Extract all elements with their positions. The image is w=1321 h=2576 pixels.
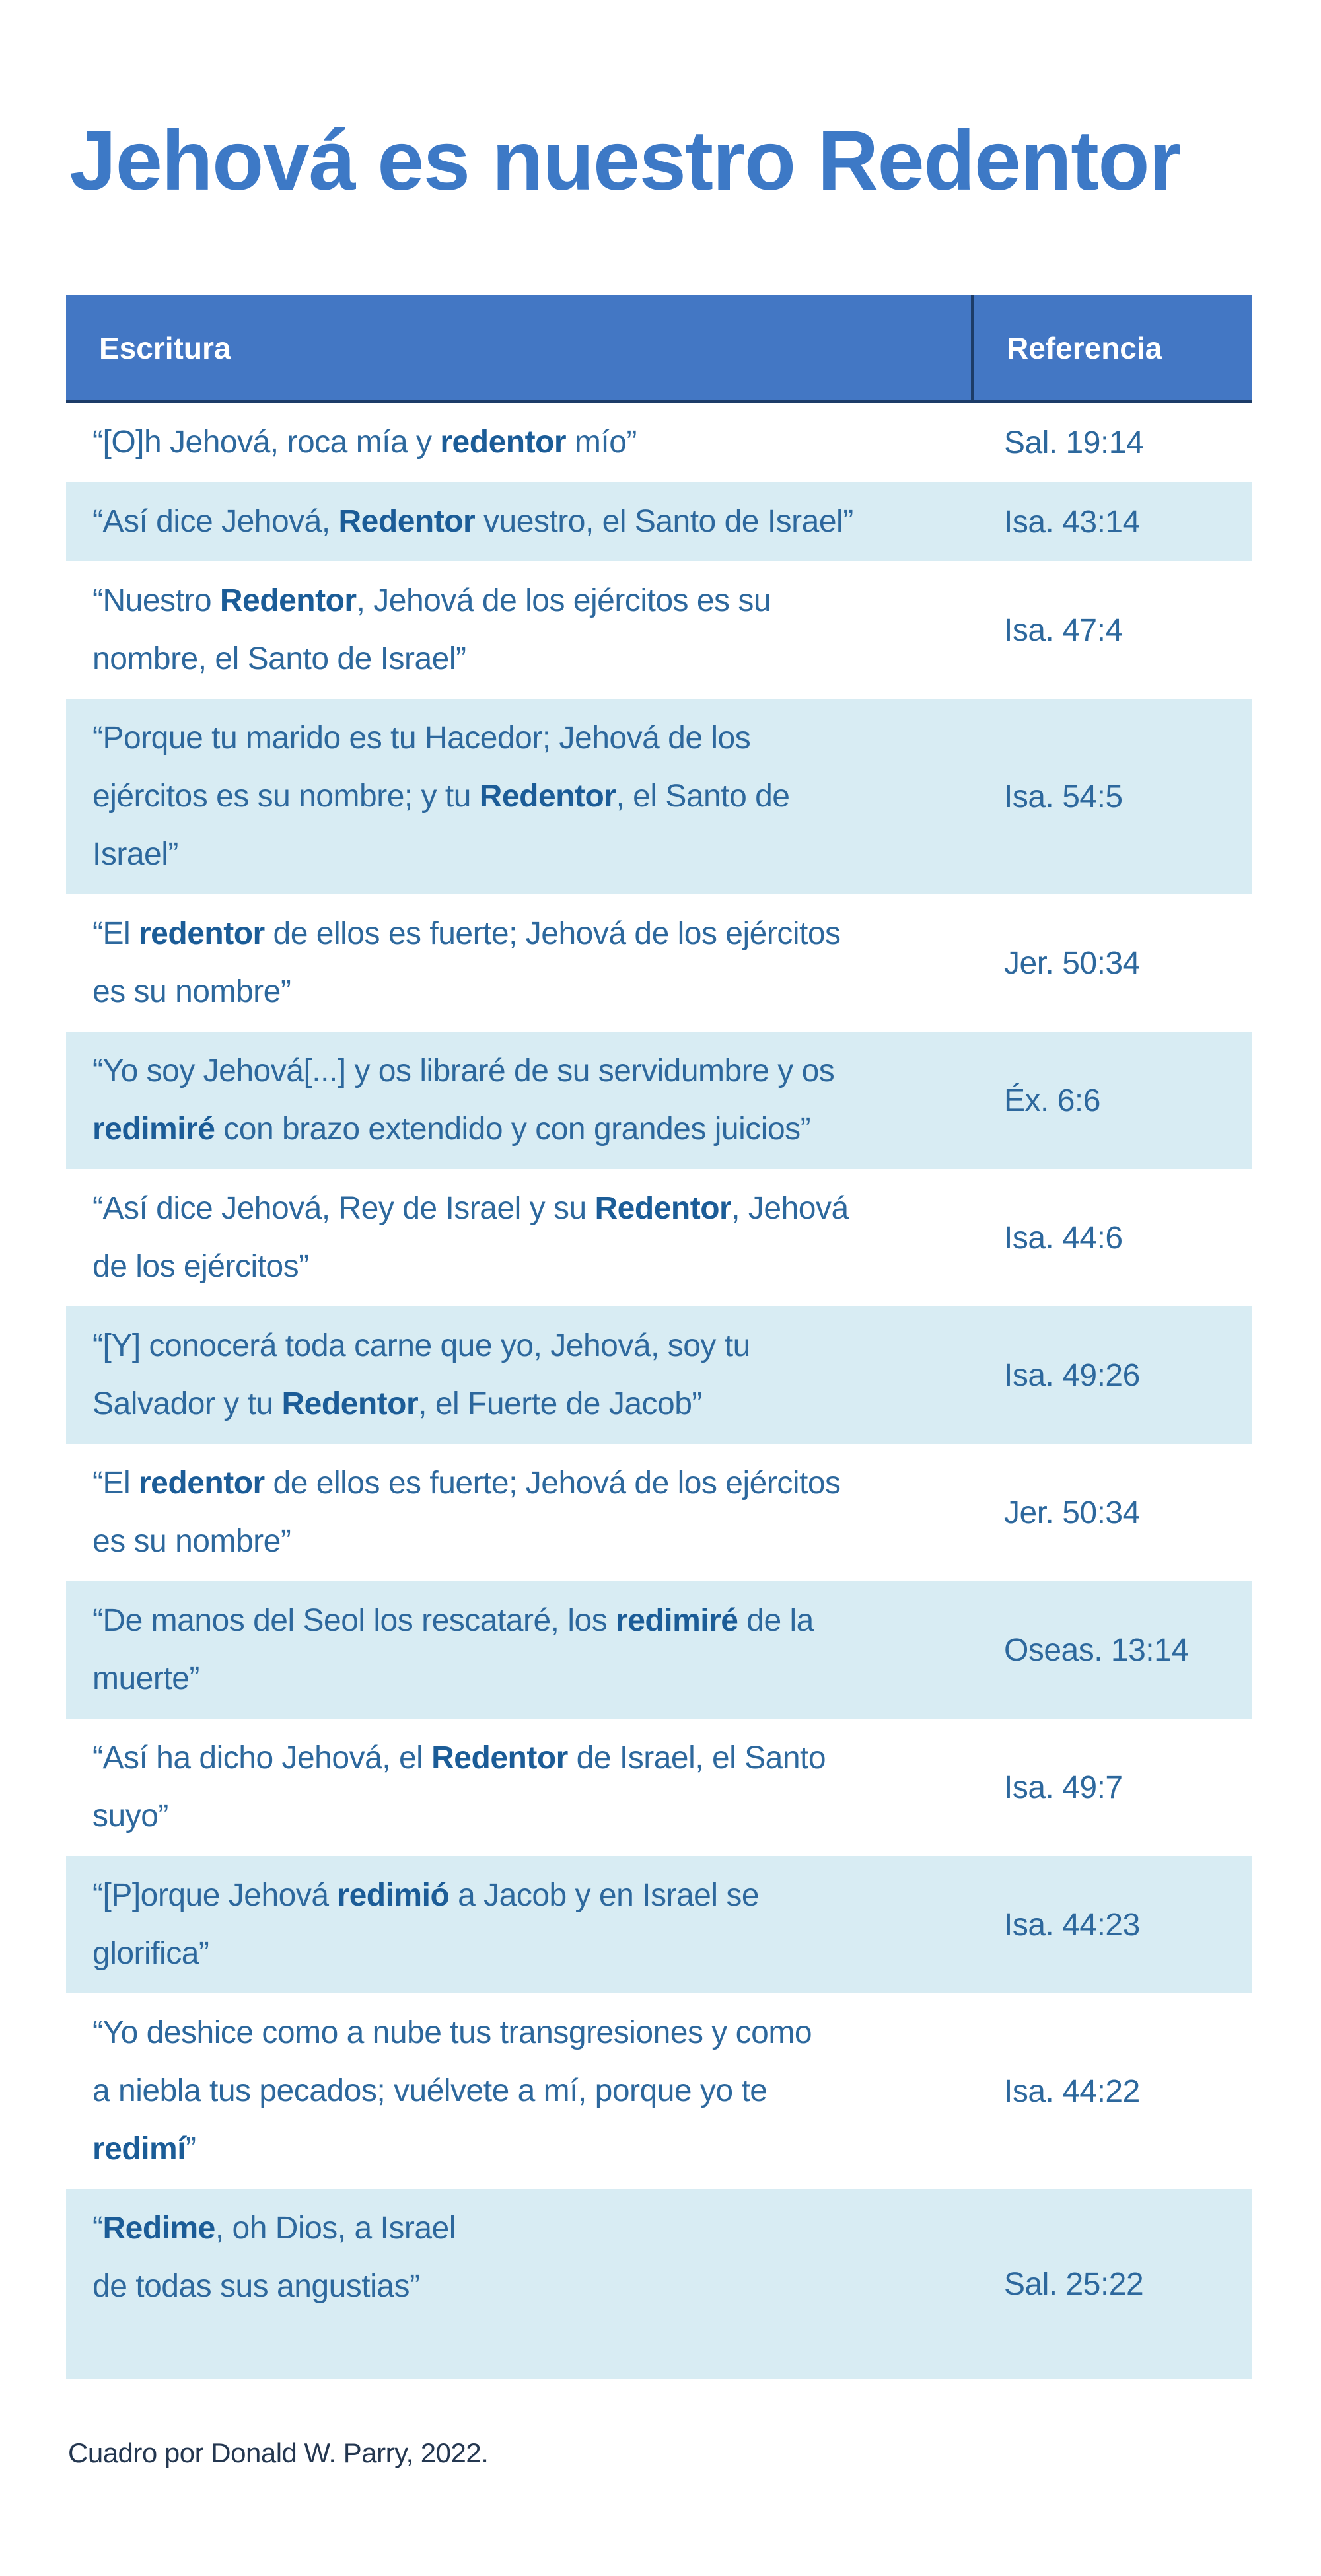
table-row — [66, 482, 1252, 561]
quote-text: vuestro, el Santo de Israel” — [475, 504, 853, 539]
quote-text: de la — [738, 1603, 814, 1638]
quote-bold-word: redentor — [139, 1466, 265, 1501]
scripture-quote — [66, 1032, 971, 1169]
scripture-quote — [66, 1444, 971, 1581]
scripture-quote — [66, 894, 971, 1032]
scripture-reference — [971, 1856, 1252, 1993]
scripture-reference — [971, 1306, 1252, 1444]
table-row — [66, 1169, 1252, 1306]
scripture-reference — [971, 699, 1252, 894]
quote-text: mío” — [566, 425, 637, 460]
quote-bold-word: Redentor — [431, 1740, 568, 1775]
quote-text: “Yo soy Jehová[...] y os libraré de su servidumbre y os — [92, 1054, 835, 1089]
quote-text: a Jacob y en Israel se — [449, 1878, 760, 1913]
table-row — [66, 1581, 1252, 1719]
scripture-reference — [971, 2189, 1252, 2379]
reference-label: Isa. 47:4 — [1004, 612, 1123, 648]
quote-text: es su nombre” — [92, 974, 291, 1009]
quote-text: “Yo deshice como a nube tus transgresiones y como — [92, 2015, 812, 2050]
scripture-reference — [971, 482, 1252, 561]
quote-text: “Así dice Jehová, Rey de Israel y su — [92, 1191, 595, 1226]
table-row — [66, 894, 1252, 1032]
quote-text: “Así ha dicho Jehová, el — [92, 1740, 432, 1775]
reference-label: Isa. 44:23 — [1004, 1907, 1140, 1943]
quote-text: , el Fuerte de Jacob” — [418, 1386, 702, 1421]
quote-text: , Jehová de los ejércitos es su — [356, 583, 771, 618]
quote-text: nombre, el Santo de Israel” — [92, 641, 466, 676]
scripture-reference — [971, 1581, 1252, 1719]
quote-bold-word: redimí — [92, 2131, 186, 2166]
scripture-quote — [66, 482, 971, 561]
scripture-quote — [66, 1719, 971, 1856]
quote-text: “ — [92, 2211, 103, 2246]
scripture-reference — [971, 1444, 1252, 1581]
quote-text: “Nuestro — [92, 583, 220, 618]
scripture-reference — [971, 1719, 1252, 1856]
header-cell-escritura: Escritura — [99, 330, 231, 365]
quote-text: ejércitos es su nombre; y tu — [92, 779, 480, 814]
table-row — [66, 1444, 1252, 1581]
table-row — [66, 403, 1252, 482]
quote-bold-word: redimiré — [92, 1112, 215, 1147]
quote-text: con brazo extendido y con grandes juicios” — [215, 1112, 811, 1147]
scripture-reference — [971, 1169, 1252, 1306]
quote-text: muerte” — [92, 1661, 199, 1696]
scripture-quote — [66, 1993, 971, 2189]
reference-label: Éx. 6:6 — [1004, 1083, 1100, 1118]
quote-text: suyo” — [92, 1799, 168, 1834]
quote-text: “El — [92, 916, 139, 951]
footer-credit: Cuadro por Donald W. Parry, 2022. — [68, 2437, 489, 2468]
quote-text: ” — [186, 2131, 196, 2166]
quote-text: a niebla tus pecados; vuélvete a mí, porque yo te — [92, 2073, 768, 2108]
reference-label: Sal. 25:22 — [1004, 2266, 1144, 2302]
quote-bold-word: Redentor — [219, 583, 357, 618]
scripture-quote — [66, 403, 971, 482]
quote-bold-word: redimiré — [616, 1603, 738, 1638]
table-header — [66, 295, 1252, 403]
reference-label: Sal. 19:14 — [1004, 425, 1144, 460]
quote-text: “El — [92, 1466, 139, 1501]
reference-label: Jer. 50:34 — [1004, 945, 1140, 981]
table-body — [66, 403, 1252, 2379]
table-row — [66, 2189, 1252, 2379]
scripture-quote — [66, 1581, 971, 1719]
quote-text: “Así dice Jehová, — [92, 504, 339, 539]
quote-text: “De manos del Seol los rescataré, los — [92, 1603, 616, 1638]
quote-text: de ellos es fuerte; Jehová de los ejércitos — [264, 1466, 841, 1501]
scripture-reference — [971, 403, 1252, 482]
scripture-quote — [66, 2189, 971, 2379]
reference-label: Jer. 50:34 — [1004, 1495, 1140, 1530]
quote-bold-word: redimió — [337, 1878, 450, 1913]
table-row — [66, 1032, 1252, 1169]
quote-bold-word: Redime — [102, 2211, 215, 2246]
table-row — [66, 1306, 1252, 1444]
header-cell-referencia: Referencia — [971, 295, 1252, 400]
table-row — [66, 1856, 1252, 1993]
quote-text: , Jehová — [731, 1191, 849, 1226]
quote-bold-word: Redentor — [479, 779, 616, 814]
quote-text: “[Y] conocerá toda carne que yo, Jehová, soy tu — [92, 1328, 750, 1363]
quote-bold-word: Redentor — [281, 1386, 419, 1421]
scripture-quote — [66, 561, 971, 699]
quote-text: , el Santo de — [616, 779, 790, 814]
quote-text: “Porque tu marido es tu Hacedor; Jehová de los — [92, 721, 751, 756]
scripture-quote — [66, 699, 971, 894]
quote-bold-word: redentor — [139, 916, 265, 951]
page-title: Jehová es nuestro Redentor — [69, 114, 1181, 208]
quote-bold-word: redentor — [440, 425, 567, 460]
quote-text: de Israel, el Santo — [567, 1740, 826, 1775]
reference-label: Isa. 43:14 — [1004, 504, 1140, 540]
quote-text: de los ejércitos” — [92, 1249, 309, 1284]
table-row — [66, 561, 1252, 699]
scripture-reference — [971, 1032, 1252, 1169]
reference-label: Isa. 54:5 — [1004, 779, 1123, 814]
reference-label: Isa. 44:22 — [1004, 2073, 1140, 2109]
quote-text: de todas sus angustias” — [92, 2269, 420, 2304]
table-row — [66, 1993, 1252, 2189]
quote-text: de ellos es fuerte; Jehová de los ejércitos — [264, 916, 841, 951]
quote-text: “[P]orque Jehová — [92, 1878, 338, 1913]
reference-label: Isa. 44:6 — [1004, 1220, 1123, 1256]
quote-bold-word: Redentor — [594, 1191, 732, 1226]
scripture-reference — [971, 1993, 1252, 2189]
scripture-quote — [66, 1856, 971, 1993]
reference-label: Isa. 49:26 — [1004, 1357, 1140, 1393]
scripture-table — [66, 295, 1252, 2379]
quote-text: “[O]h Jehová, roca mía y — [92, 425, 441, 460]
scripture-reference — [971, 894, 1252, 1032]
scripture-quote — [66, 1169, 971, 1306]
quote-text: glorifica” — [92, 1936, 209, 1971]
table-row — [66, 1719, 1252, 1856]
quote-text: Salvador y tu — [92, 1386, 282, 1421]
reference-label: Isa. 49:7 — [1004, 1770, 1123, 1805]
scripture-reference — [971, 561, 1252, 699]
quote-text: , oh Dios, a Israel — [215, 2211, 456, 2246]
scripture-quote — [66, 1306, 971, 1444]
table-row — [66, 699, 1252, 894]
quote-text: Israel” — [92, 837, 178, 872]
quote-text: es su nombre” — [92, 1524, 291, 1559]
quote-bold-word: Redentor — [338, 504, 476, 539]
reference-label: Oseas. 13:14 — [1004, 1632, 1189, 1668]
